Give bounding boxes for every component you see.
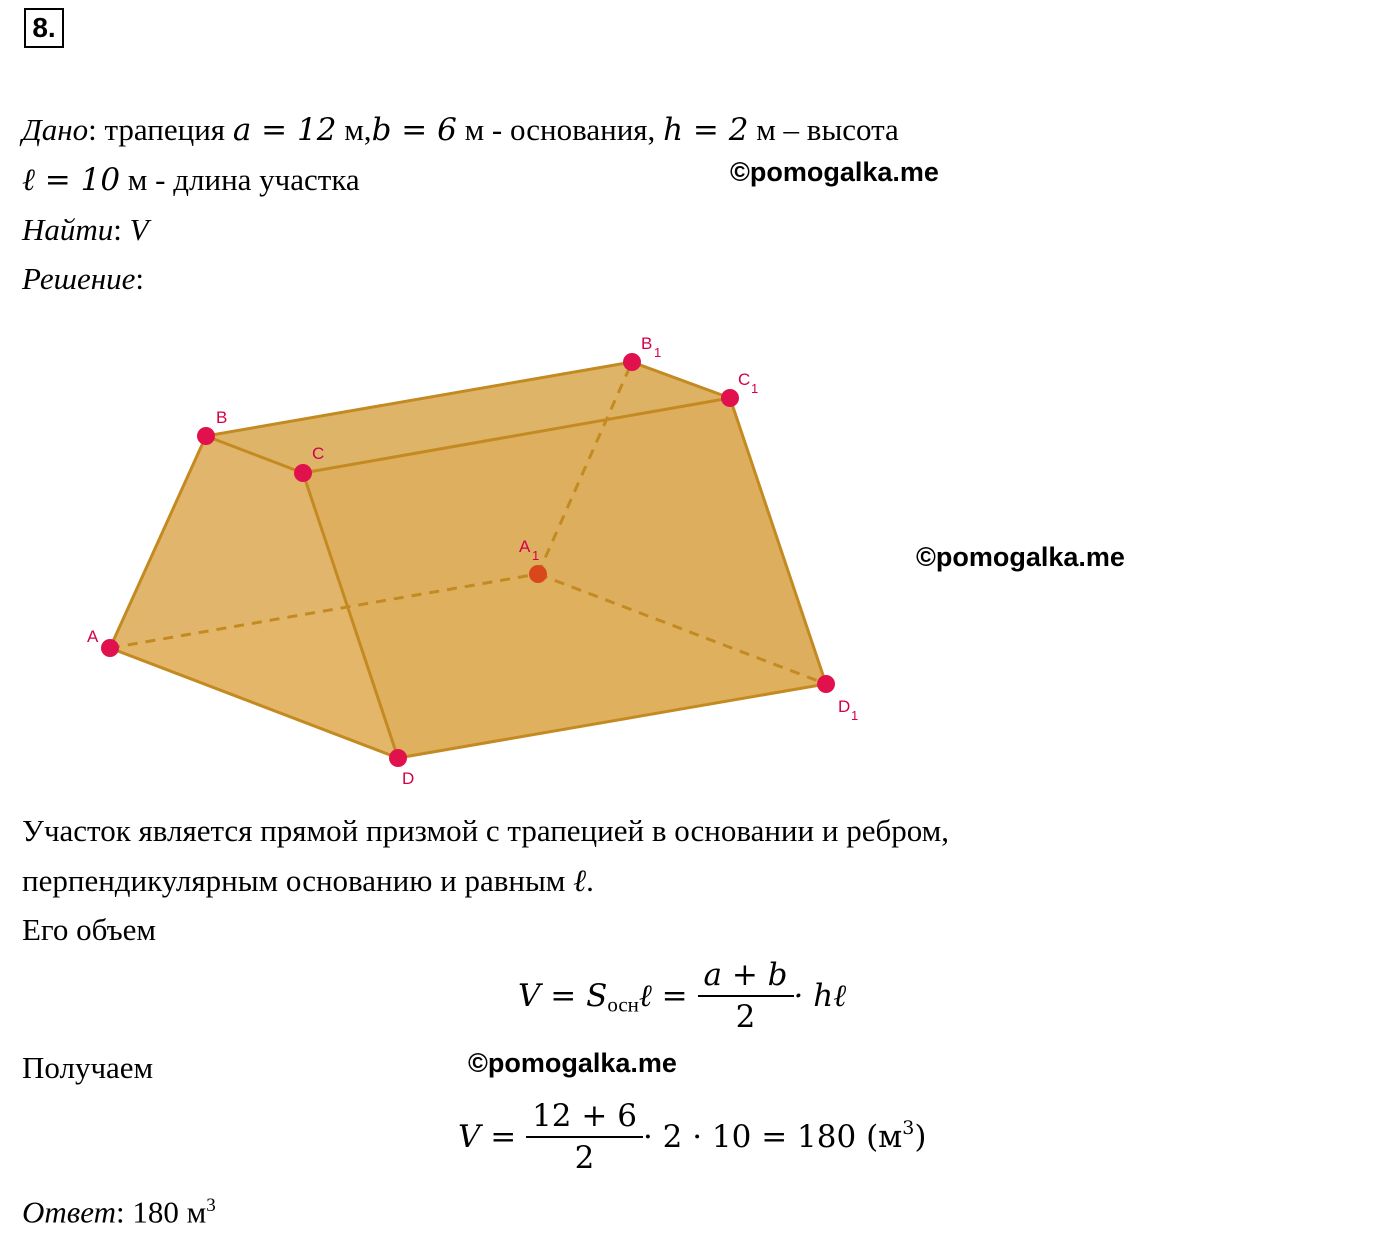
given-l-text: - длина участка — [147, 162, 360, 197]
label-b1: B — [641, 334, 653, 353]
formula2-close: ) — [914, 1119, 927, 1155]
point-c1 — [721, 389, 739, 407]
given-unit-a: м, — [336, 112, 372, 147]
given-unit-l: м — [120, 162, 148, 197]
formula2-numerator: 12 + 6 — [526, 1096, 643, 1138]
answer-sup: 3 — [206, 1195, 216, 1216]
point-d — [389, 749, 407, 767]
label-c1: C — [738, 370, 751, 389]
paragraph-4: Получаем — [22, 1050, 154, 1085]
solution-line: Решение: — [22, 261, 144, 296]
formula1-denominator: 2 — [735, 999, 756, 1035]
label-c: C — [312, 444, 325, 463]
point-b1 — [623, 353, 641, 371]
given-unit-h: м – высота — [748, 112, 899, 147]
label-b: B — [216, 408, 228, 427]
formula2-right: · 2 · 10 = 180 (м — [642, 1119, 903, 1155]
given-text: трапеция — [104, 112, 233, 147]
paragraph-1: Участок является прямой призмой с трапецией в основании и ребром, — [22, 813, 950, 848]
given-label: Дано — [22, 112, 89, 147]
watermark: ©pomogalka.me — [468, 1048, 677, 1078]
result-formula — [458, 1096, 927, 1178]
paragraph-2-end: . — [586, 863, 594, 898]
formula1-left: V = S — [518, 978, 608, 1014]
point-d1 — [817, 675, 835, 693]
given-line-2 — [22, 162, 360, 198]
given-line-1: Дано: трапеция a = 12 м,b = 6 м - основания, h = 2 м – высота — [22, 112, 899, 148]
given-b: b = 6 — [371, 112, 457, 148]
label-d: D — [402, 769, 415, 788]
answer-label: Ответ — [22, 1194, 116, 1230]
paragraph-2-text: перпендикулярным основанию и равным — [22, 863, 574, 898]
formula1-fraction — [698, 955, 794, 1037]
answer-value: 180 м — [124, 1194, 207, 1230]
formula1-numerator: a + b — [698, 955, 794, 997]
point-a1 — [529, 565, 547, 583]
given-a: a = 12 — [232, 112, 337, 148]
task-number: 8. — [24, 8, 64, 48]
formula1-right: · hℓ — [793, 978, 847, 1014]
formula1-mid: ℓ = — [638, 978, 698, 1014]
given-unit-b: м - основания, — [456, 112, 664, 147]
point-b — [197, 427, 215, 445]
watermark: ©pomogalka.me — [916, 542, 1125, 572]
find-label: Найти — [22, 212, 114, 247]
formula2-sup: 3 — [902, 1117, 915, 1140]
solution-label: Решение — [22, 261, 136, 296]
paragraph-2 — [22, 863, 594, 899]
find-value: V — [129, 212, 149, 247]
formula2-fraction — [526, 1096, 643, 1178]
formula1-sub: осн — [607, 992, 639, 1017]
point-a — [101, 639, 119, 657]
volume-formula — [518, 955, 846, 1037]
label-b1-sub: 1 — [654, 345, 662, 360]
formula2-left: V = — [458, 1119, 527, 1155]
given-l: ℓ = 10 — [22, 162, 121, 198]
label-a1-sub: 1 — [532, 548, 540, 563]
given-h: h = 2 — [663, 112, 749, 148]
find-line: Найти: V — [22, 212, 149, 247]
watermark: ©pomogalka.me — [730, 157, 939, 187]
point-c — [294, 464, 312, 482]
label-a1: A — [519, 537, 531, 556]
prism-figure — [0, 320, 900, 800]
paragraph-2-symbol: ℓ — [573, 863, 587, 899]
label-a: A — [87, 627, 99, 646]
answer-line: Ответ: 180 $м^3$ — [22, 1194, 216, 1230]
label-d1-sub: 1 — [851, 708, 859, 723]
label-d1: D — [838, 697, 851, 716]
label-c1-sub: 1 — [751, 381, 759, 396]
formula2-denominator: 2 — [574, 1140, 595, 1176]
paragraph-3: Его объем — [22, 912, 157, 947]
